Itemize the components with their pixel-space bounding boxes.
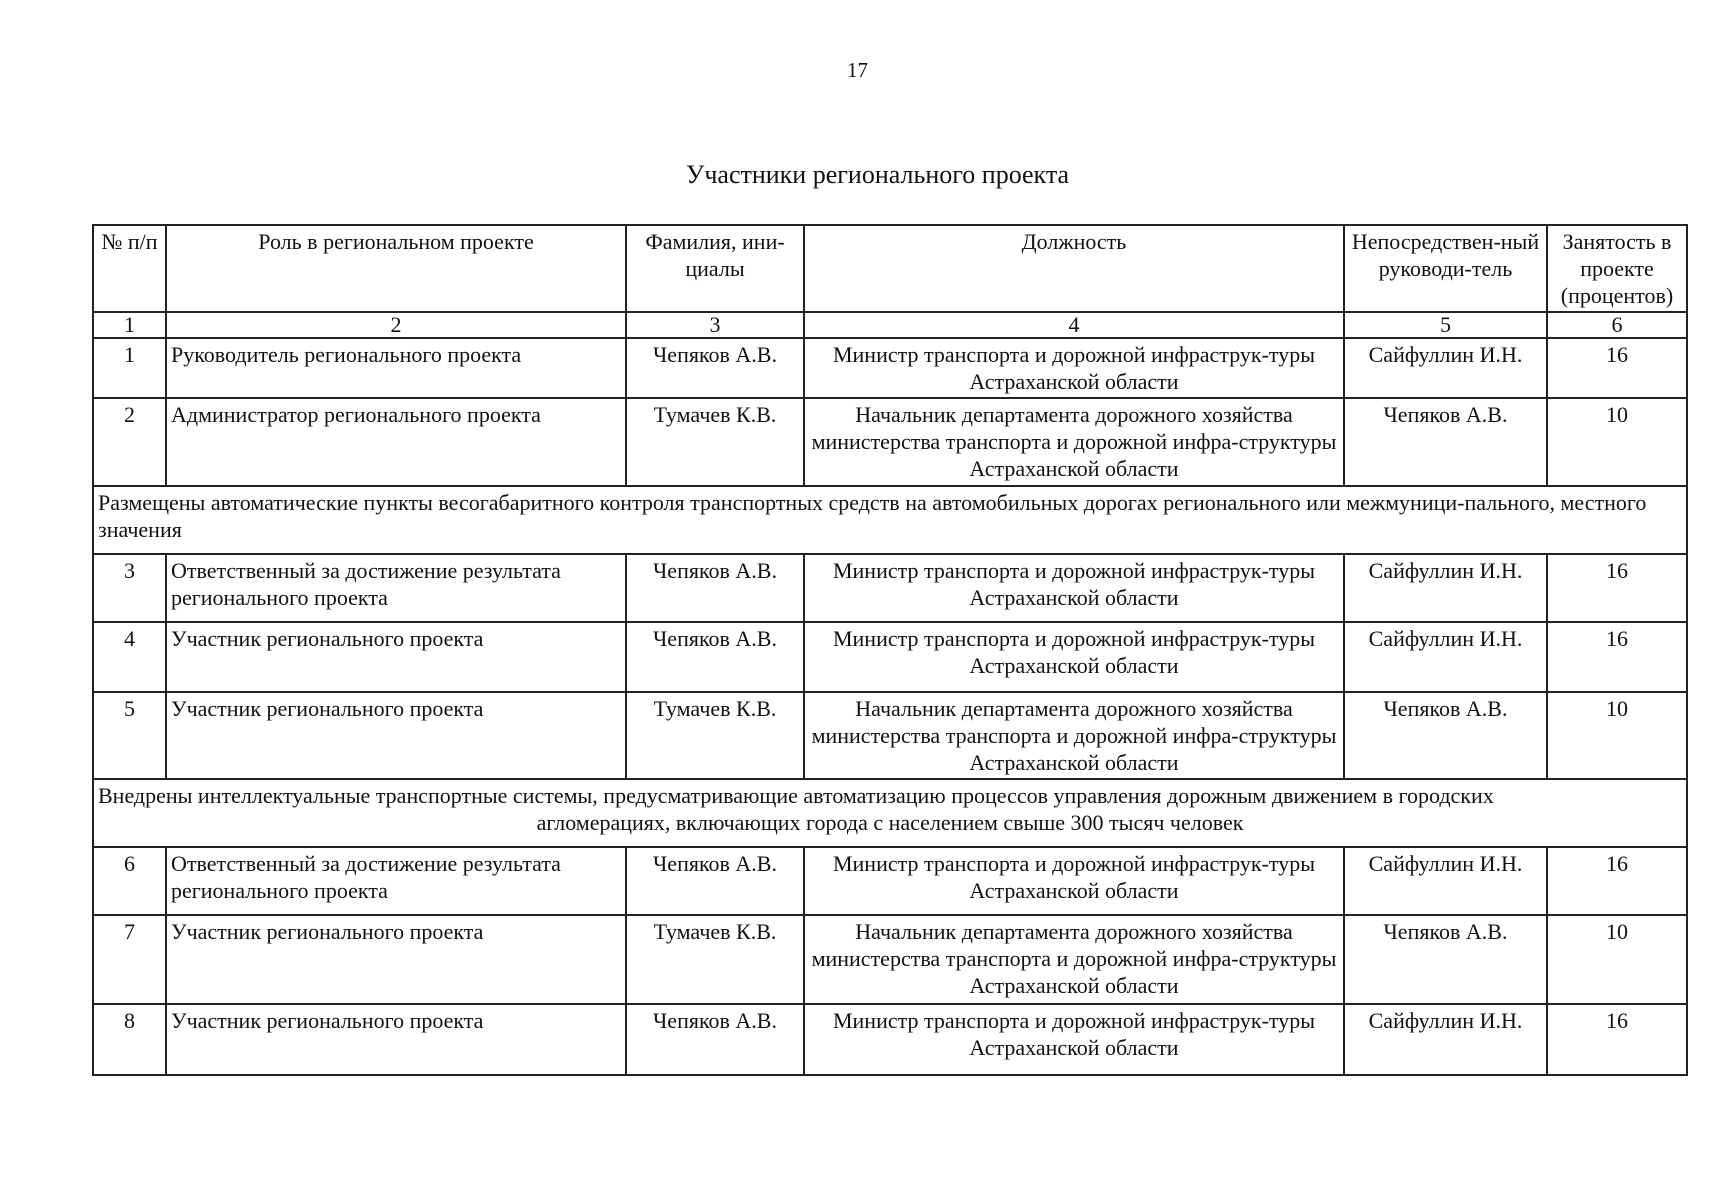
row-name: Чепяков А.В. (626, 847, 804, 915)
table-header-row (93, 225, 1687, 312)
row-num: 5 (93, 692, 166, 779)
header-position: Должность (804, 225, 1344, 312)
row-role: Ответственный за достижение результата регионального проекта (166, 554, 626, 622)
row-role: Участник регионального проекта (166, 1004, 626, 1075)
header-name: Фамилия, ини-циалы (626, 225, 804, 312)
row-supervisor: Чепяков А.В. (1344, 398, 1547, 486)
row-num: 3 (93, 554, 166, 622)
row-position: Министр транспорта и дорожной инфраструк-туры Астраханской области (804, 338, 1344, 398)
column-number: 1 (93, 312, 166, 338)
row-num: 1 (93, 338, 166, 398)
row-role: Администратор регионального проекта (166, 398, 626, 486)
section-heading-line: агломерациях, включающих города с населением свыше 300 тысяч человек (536, 810, 1244, 835)
row-name: Чепяков А.В. (626, 1004, 804, 1075)
table-row (93, 398, 1687, 486)
section-heading: Размещены автоматические пункты весогабаритного контроля транспортных средств на автомобильных дорогах регионального или межмуници-пального, местного значения (93, 486, 1687, 554)
row-position: Начальник департамента дорожного хозяйства министерства транспорта и дорожной инфра-структуры Астраханской области (804, 398, 1344, 486)
row-name: Чепяков А.В. (626, 338, 804, 398)
row-num: 4 (93, 622, 166, 692)
row-share: 10 (1547, 692, 1687, 779)
table-row (93, 915, 1687, 1004)
row-role: Участник регионального проекта (166, 915, 626, 1004)
table-row (93, 1004, 1687, 1075)
row-share: 16 (1547, 338, 1687, 398)
column-numbers-row (93, 312, 1687, 338)
row-position: Министр транспорта и дорожной инфраструк-туры Астраханской области (804, 554, 1344, 622)
row-name: Чепяков А.В. (626, 554, 804, 622)
row-supervisor: Чепяков А.В. (1344, 692, 1547, 779)
header-supervisor: Непосредствен-ный руководи-тель (1344, 225, 1547, 312)
row-position: Министр транспорта и дорожной инфраструк-туры Астраханской области (804, 847, 1344, 915)
table-row (93, 338, 1687, 398)
table-row (93, 847, 1687, 915)
row-share: 10 (1547, 915, 1687, 1004)
row-name: Тумачев К.В. (626, 398, 804, 486)
column-number: 5 (1344, 312, 1547, 338)
table-row (93, 692, 1687, 779)
row-num: 8 (93, 1004, 166, 1075)
page-number: 17 (847, 58, 868, 82)
row-supervisor: Сайфуллин И.Н. (1344, 847, 1547, 915)
row-share: 10 (1547, 398, 1687, 486)
row-supervisor: Сайфуллин И.Н. (1344, 1004, 1547, 1075)
row-share: 16 (1547, 554, 1687, 622)
row-position: Начальник департамента дорожного хозяйства министерства транспорта и дорожной инфра-структуры Астраханской области (804, 692, 1344, 779)
header-share: Занятость в проекте (процентов) (1547, 225, 1687, 312)
row-name: Тумачев К.В. (626, 915, 804, 1004)
row-role: Участник регионального проекта (166, 692, 626, 779)
row-num: 6 (93, 847, 166, 915)
row-role: Участник регионального проекта (166, 622, 626, 692)
row-num: 7 (93, 915, 166, 1004)
row-num: 2 (93, 398, 166, 486)
participants-table (92, 224, 1688, 1076)
section-row (93, 779, 1687, 847)
table-row (93, 622, 1687, 692)
row-supervisor: Сайфуллин И.Н. (1344, 554, 1547, 622)
column-number: 2 (166, 312, 626, 338)
row-name: Чепяков А.В. (626, 622, 804, 692)
row-position: Начальник департамента дорожного хозяйства министерства транспорта и дорожной инфра-структуры Астраханской области (804, 915, 1344, 1004)
section-heading (93, 779, 1687, 847)
row-supervisor: Сайфуллин И.Н. (1344, 338, 1547, 398)
column-number: 4 (804, 312, 1344, 338)
row-role: Руководитель регионального проекта (166, 338, 626, 398)
row-name: Тумачев К.В. (626, 692, 804, 779)
row-position: Министр транспорта и дорожной инфраструк-туры Астраханской области (804, 622, 1344, 692)
section-row (93, 486, 1687, 554)
row-supervisor: Чепяков А.В. (1344, 915, 1547, 1004)
row-share: 16 (1547, 622, 1687, 692)
section-heading-line: Внедрены интеллектуальные транспортные системы, предусматривающие автоматизацию процессов управления дорожным движением в городских (98, 783, 1494, 808)
table-row (93, 554, 1687, 622)
row-role: Ответственный за достижение результата регионального проекта (166, 847, 626, 915)
row-position: Министр транспорта и дорожной инфраструк-туры Астраханской области (804, 1004, 1344, 1075)
header-num: № п/п (93, 225, 166, 312)
document-title: Участники регионального проекта (685, 160, 1070, 189)
header-role: Роль в региональном проекте (166, 225, 626, 312)
row-share: 16 (1547, 847, 1687, 915)
row-supervisor: Сайфуллин И.Н. (1344, 622, 1547, 692)
column-number: 6 (1547, 312, 1687, 338)
column-number: 3 (626, 312, 804, 338)
row-share: 16 (1547, 1004, 1687, 1075)
